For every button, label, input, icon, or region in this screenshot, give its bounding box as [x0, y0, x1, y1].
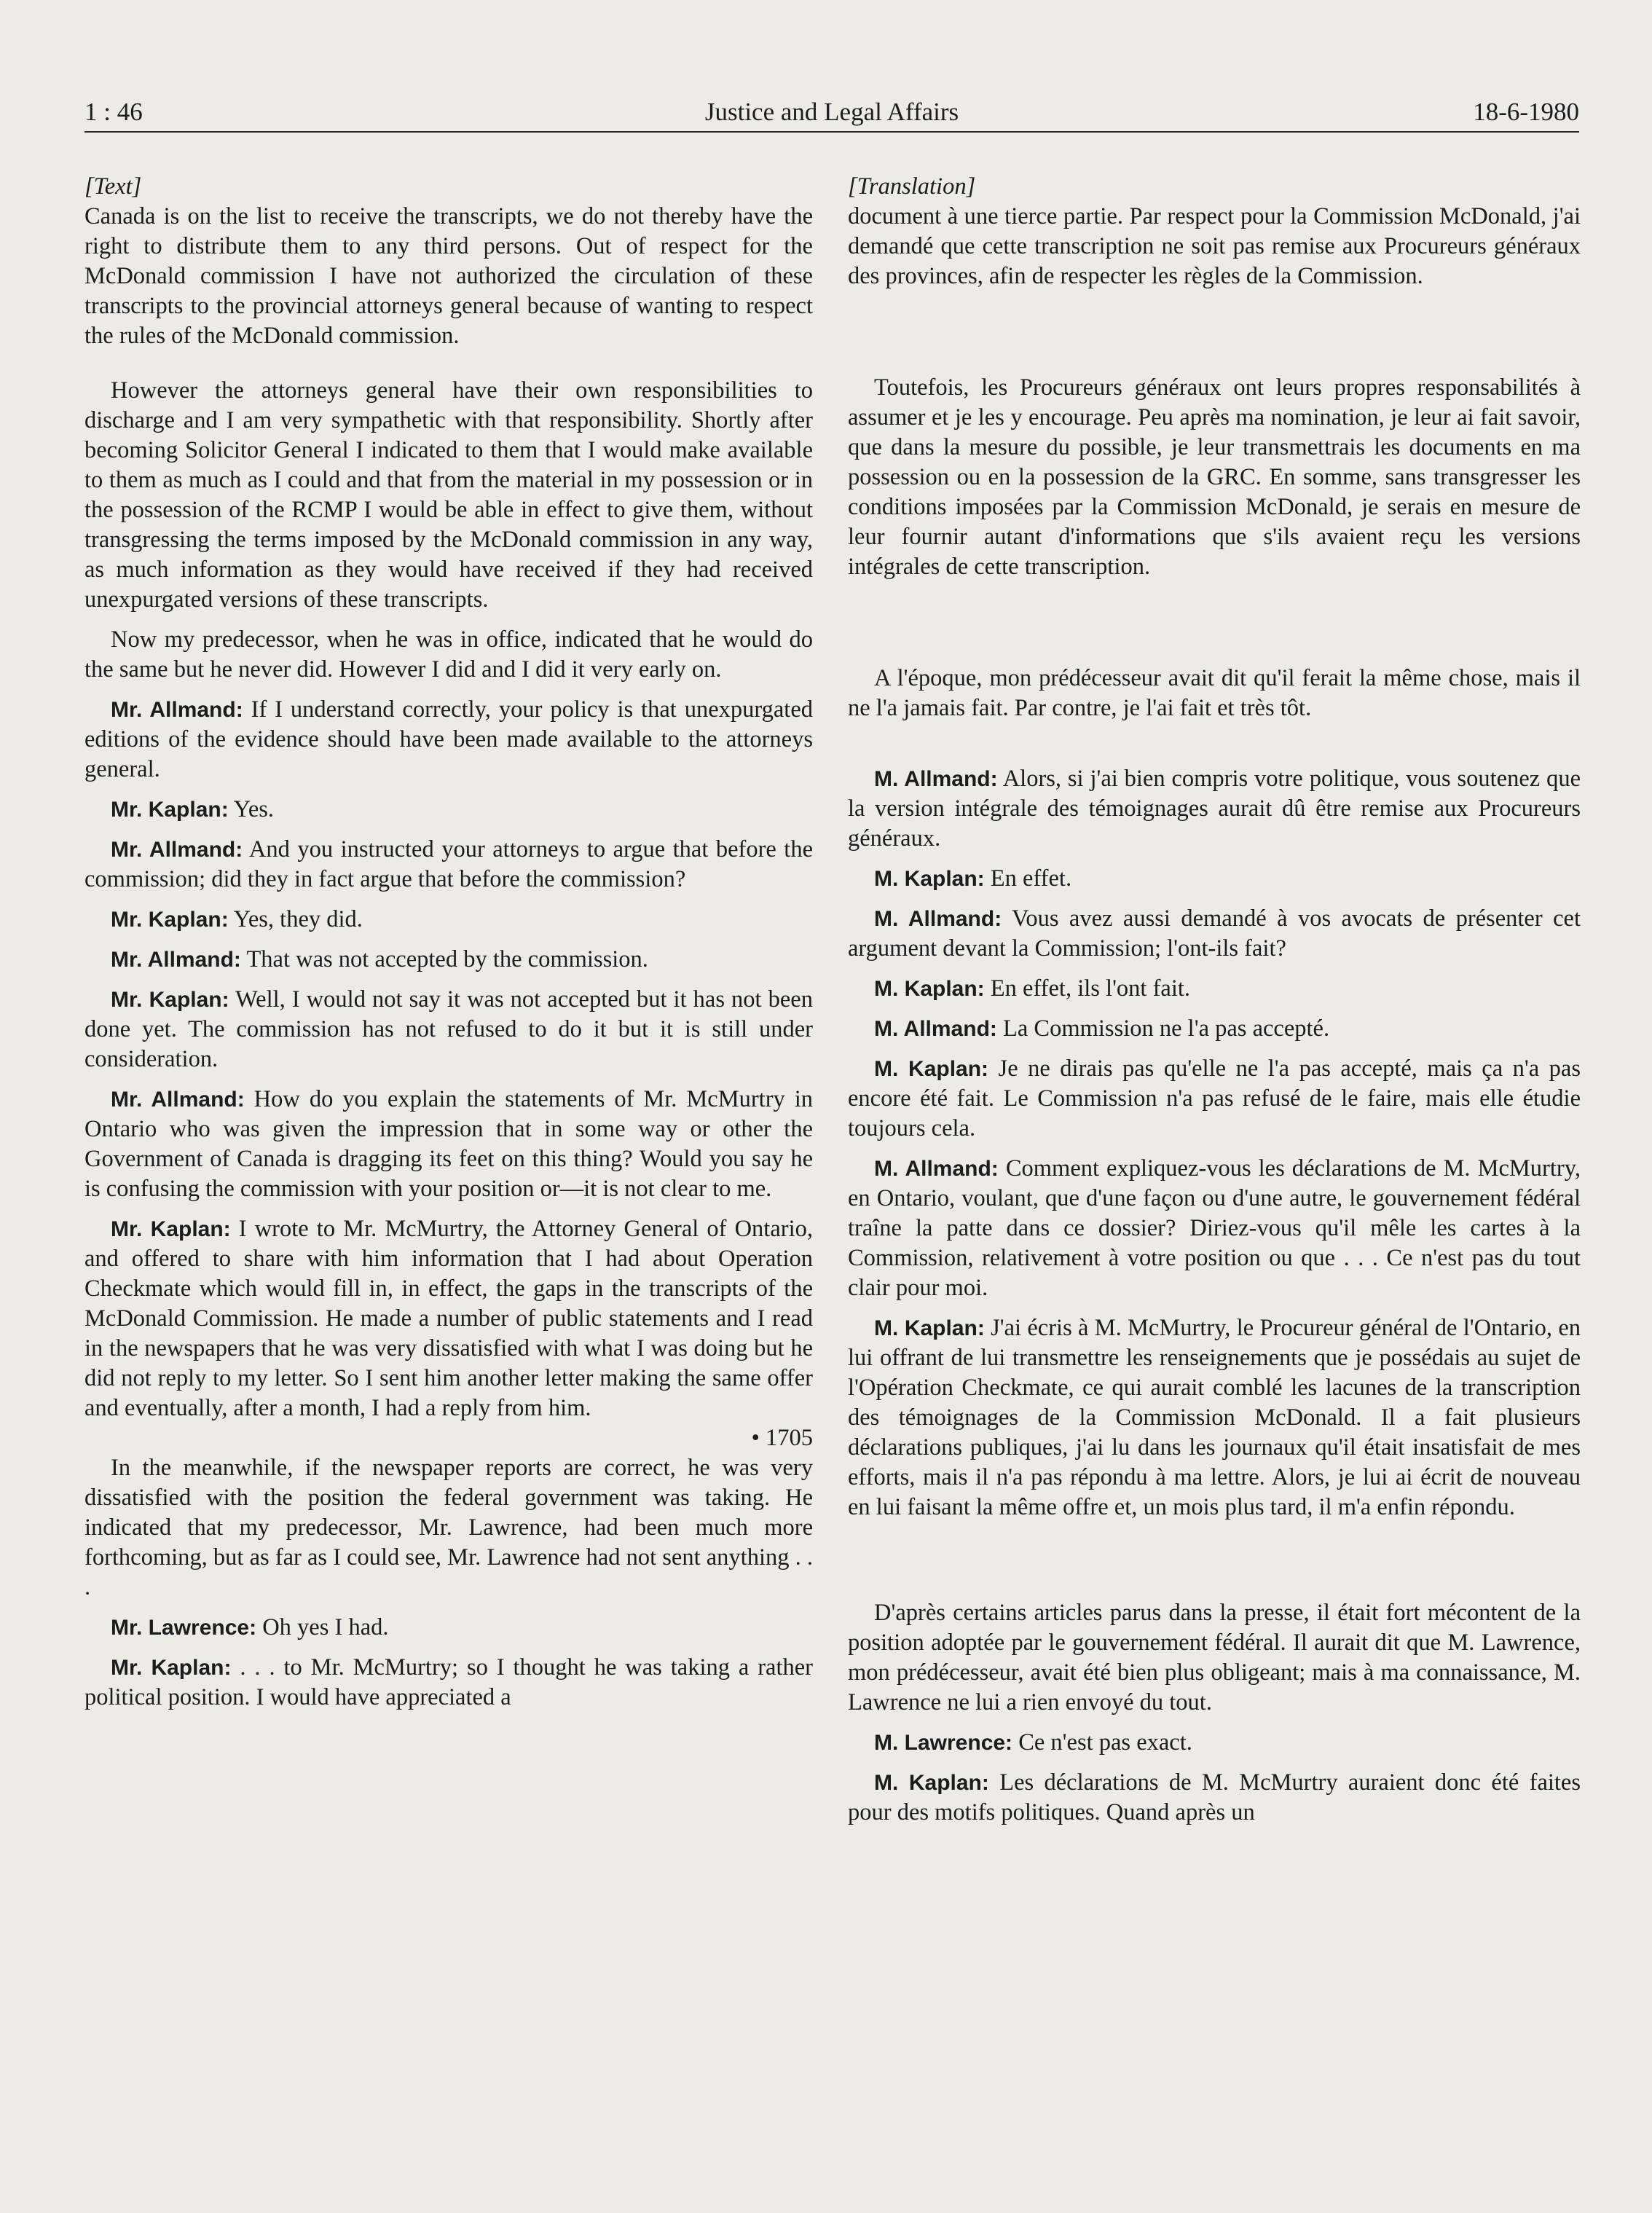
speech-text: Je ne dirais pas qu'elle ne l'a pas accepté, mais ça n'a pas encore été fait. Le Commission n'a pas refusé de le faire, mais elle étudie toujours cela.: [848, 1056, 1581, 1141]
speech: [848, 864, 1581, 894]
section-label: [Text]: [84, 173, 142, 200]
speech-text: That was not accepted by the commission.: [240, 946, 648, 972]
speech-text: I wrote to Mr. McMurtry, the Attorney General of Ontario, and offered to share with him information that I had about Operation Checkmate which would fill in, in effect, the gaps in the transcripts of the McDonald Commission. He made a number of public statements and I read in the newspapers that he was very dissatisfied with what I was doing but he did not reply to my letter. So I sent him another letter making the same offer and eventually, after a month, I had a reply from him.: [84, 1216, 813, 1421]
speaker: M. Kaplan:: [874, 1057, 989, 1081]
paragraph: A l'époque, mon prédécesseur avait dit qu'il ferait la même chose, mais il ne l'a jamais fait. Par contre, je l'ai fait et très tôt.: [848, 665, 1581, 721]
speech-text: Comment expliquez-vous les déclarations de M. McMurtry, en Ontario, voulant, que d'une façon ou d'une autre, le gouvernement fédéral traîne la patte dans ce dossier? Diriez-vous qu'il mêle les cartes à la Commission, relativement à votre position ou que . . . Ce n'est pas du tout clair pour moi.: [848, 1155, 1581, 1301]
speech: [84, 905, 813, 935]
speech: [84, 835, 813, 895]
speech: [848, 764, 1581, 854]
paragraph: document à une tierce partie. Par respect pour la Commission McDonald, j'ai demandé que cette transcription ne soit pas remise aux Procureurs généraux des provinces, afin de respecter les règles de la Commission.: [848, 203, 1581, 289]
speech-text: Oh yes I had.: [256, 1614, 389, 1640]
speech-text: Les déclarations de M. McMurtry auraient donc été faites pour des motifs politiques. Quand après un: [848, 1769, 1581, 1825]
speaker: Mr. Allmand:: [111, 948, 241, 972]
speaker: M. Allmand:: [874, 1157, 999, 1181]
speech: [848, 1054, 1581, 1144]
speech: [848, 1768, 1581, 1828]
speech-text: J'ai écris à M. McMurtry, le Procureur général de l'Ontario, en lui offrant de lui transmettre les renseignements que je possédais au sujet de l'Opération Checkmate, ce qui aurait comblé les lacunes de la transcription des témoignages de la Commission McDonald. Il a fait plusieurs déclarations publiques, j'ai lu dans les journaux qu'il était insatisfait de mes efforts, mais il n'a pas répondu à ma lettre. Alors, je lui ai écrit de nouveau en lui faisant la même offre et, un mois plus tard, il m'a enfin répondu.: [848, 1315, 1581, 1520]
speech: [84, 945, 813, 975]
speech: [84, 1214, 813, 1423]
speech: [848, 904, 1581, 964]
speech: [848, 1313, 1581, 1522]
speaker: M. Kaplan:: [874, 867, 985, 891]
speech-text: Well, I would not say it was not accepted but it has not been done yet. The commission has not refused to do it but it is still under consideration.: [84, 986, 813, 1072]
speech-text: How do you explain the statements of Mr. McMurtry in Ontario who was given the impression that in some way or other the Government of Canada is dragging its feet on this thing? Would you say he is confusing the commission with your position or—it is not clear to me.: [84, 1086, 814, 1202]
speech-text: En effet, ils l'ont fait.: [984, 975, 1191, 1002]
speech: [848, 1014, 1581, 1044]
paragraph: Canada is on the list to receive the transcripts, we do not thereby have the right to distribute them to any third persons. Out of respect for the McDonald commission I have not authorized the circulation of these transcripts to the provincial attorneys general because of wanting to respect the rules of the McDonald commission.: [84, 203, 813, 349]
speaker: Mr. Kaplan:: [111, 988, 229, 1012]
page-number: 1 : 46: [84, 98, 143, 126]
speaker: M. Allmand:: [874, 1017, 997, 1041]
running-title: Justice and Legal Affairs: [704, 98, 959, 126]
speaker: Mr. Allmand:: [111, 1088, 245, 1112]
speech-text: . . . to Mr. McMurtry; so I thought he was taking a rather political position. I would have appreciated a: [84, 1654, 813, 1710]
speech-text: Ce n'est pas exact.: [1012, 1729, 1192, 1756]
speaker: Mr. Kaplan:: [111, 1217, 231, 1241]
english-column: [84, 172, 813, 1713]
paragraph: However the attorneys general have their own responsibilities to discharge and I am very sympathetic with that responsibility. Shortly after becoming Solicitor General I indicated to them that I would make available to them as much as I could and that from the material in my possession or in the possession of the RCMP I would be able in effect to give them, without transgressing the terms imposed by the McDonald commission in any way, as much information as they would have received if they had received unexpurgated versions of these transcripts.: [84, 377, 813, 613]
speaker: Mr. Allmand:: [111, 838, 243, 862]
speaker: M. Kaplan:: [874, 1316, 985, 1340]
speech: [84, 1085, 813, 1204]
speech-text: If I understand correctly, your policy is that unexpurgated editions of the evidence should have been made available to the attorneys general.: [84, 696, 814, 782]
paragraph: Now my predecessor, when he was in office, indicated that he would do the same but he never did. However I did and I did it very early on.: [84, 626, 813, 683]
speech: [84, 795, 813, 825]
french-column: [848, 172, 1581, 1828]
speech: [848, 1154, 1581, 1303]
speech-text: Vous avez aussi demandé à vos avocats de présenter cet argument devant la Commission; l'ont-ils fait?: [848, 905, 1581, 962]
speaker: Mr. Lawrence:: [111, 1616, 257, 1640]
speaker: M. Kaplan:: [874, 977, 985, 1001]
speech: [848, 1728, 1581, 1758]
speaker: Mr. Allmand:: [111, 698, 243, 722]
paragraph: In the meanwhile, if the newspaper reports are correct, he was very dissatisfied with the position the federal government was taking. He indicated that my predecessor, Mr. Lawrence, had been much more forthcoming, but as far as I could see, Mr. Lawrence had not sent anything . . .: [84, 1455, 813, 1600]
speech: [84, 985, 813, 1074]
paragraph: D'après certains articles parus dans la presse, il était fort mécontent de la position adoptée par le gouvernement fédéral. Il aurait dit que M. Lawrence, mon prédécesseur, avait été bien plus obligeant; mais à ma connaissance, M. Lawrence ne lui a rien envoyé du tout.: [848, 1600, 1581, 1715]
speaker: M. Allmand:: [874, 767, 998, 791]
header-date: 18-6-1980: [1473, 98, 1579, 126]
speech: [84, 1653, 813, 1713]
speech-text: Alors, si j'ai bien compris votre politique, vous soutenez que la version intégrale des témoignages aurait dû être remise aux Procureurs généraux.: [848, 766, 1581, 852]
speaker: M. Kaplan:: [874, 1771, 989, 1795]
speech: [84, 1613, 813, 1643]
section-label: [Translation]: [848, 173, 976, 200]
speech: [848, 974, 1581, 1004]
speaker: Mr. Kaplan:: [111, 798, 229, 822]
speaker: M. Allmand:: [874, 907, 1002, 931]
speaker: M. Lawrence:: [874, 1731, 1013, 1755]
page-header: [84, 93, 1579, 133]
time-marker: • 1705: [751, 1425, 813, 1451]
speaker: Mr. Kaplan:: [111, 1656, 232, 1680]
speech-text: La Commission ne l'a pas accepté.: [996, 1015, 1330, 1042]
paragraph: Toutefois, les Procureurs généraux ont leurs propres responsabilités à assumer et je les y encourage. Peu après ma nomination, je leur ai fait savoir, que dans la mesure du possible, je leur transmettrais les documents en ma possession ou en la possession de la GRC. En somme, sans transgresser les conditions imposées par la Commission McDonald, je serais en mesure de leur fournir autant d'informations que s'ils avaient reçu les versions intégrales de cette transcription.: [848, 374, 1581, 580]
speech-text: And you instructed your attorneys to argue that before the commission; did they in fact argue that before the commission?: [84, 836, 813, 892]
speech: [84, 695, 813, 785]
speech-text: Yes, they did.: [228, 906, 363, 932]
speech-text: Yes.: [228, 796, 275, 822]
speaker: Mr. Kaplan:: [111, 908, 229, 932]
speech-text: En effet.: [984, 865, 1072, 892]
